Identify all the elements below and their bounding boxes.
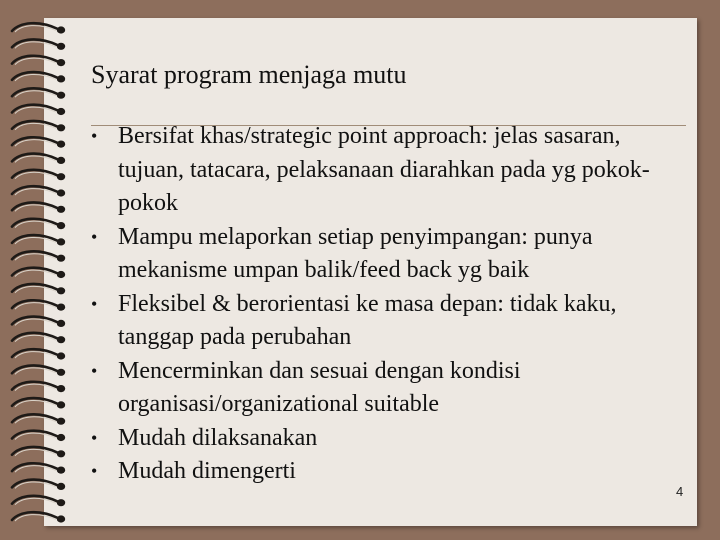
binding-ring [12, 170, 65, 180]
binding-ring [12, 496, 65, 506]
binding-ring [12, 121, 65, 131]
bullet-icon: • [91, 126, 98, 146]
binding-ring [12, 284, 65, 294]
page-number: 4 [676, 484, 684, 499]
binding-ring [12, 317, 65, 327]
binding-ring [12, 512, 65, 522]
binding-ring [12, 480, 65, 490]
bullet-list [90, 120, 690, 489]
binding-ring [12, 186, 65, 196]
bullet-text: Mudah dilaksanakan [118, 424, 318, 451]
bullet-text: Mampu melaporkan setiap penyimpangan: punya mekanisme umpan balik/feed back yg baik [118, 223, 593, 283]
bullet-text: Mencerminkan dan sesuai dengan kondisi organisasi/organizational suitable [118, 357, 521, 417]
binding-ring [12, 349, 65, 359]
bullet-icon: • [91, 461, 98, 481]
binding-ring [12, 431, 65, 441]
bullet-text: Mudah dimengerti [118, 458, 296, 484]
binding-ring [12, 88, 65, 98]
binding-ring [12, 447, 65, 457]
binding-ring [12, 268, 65, 278]
binding-ring [12, 414, 65, 424]
bullet-icon: • [91, 293, 98, 314]
binding-ring [12, 365, 65, 375]
binding-ring [12, 39, 65, 49]
binding-ring [12, 382, 65, 392]
binding-ring [12, 463, 65, 473]
bullet-icon: • [91, 360, 98, 381]
binding-ring [12, 23, 65, 33]
list-item [90, 120, 690, 221]
list-item [90, 422, 690, 456]
list-item [90, 221, 690, 288]
binding-ring [12, 333, 65, 343]
list-item [90, 355, 690, 422]
binding-ring [12, 56, 65, 66]
binding-ring [12, 105, 65, 115]
binding-ring [12, 72, 65, 82]
binding-ring [12, 202, 65, 212]
slide-title: Syarat program menjaga mutu [91, 60, 407, 89]
bullet-text: Fleksibel & berorientasi ke masa depan: tidak kaku, tanggap pada perubahan [118, 290, 617, 350]
binding-ring [12, 219, 65, 229]
spiral-binding [4, 18, 74, 528]
binding-ring [12, 235, 65, 245]
binding-ring [12, 251, 65, 261]
bullet-icon: • [91, 226, 98, 247]
binding-ring [12, 137, 65, 147]
binding-ring [12, 300, 65, 310]
list-item [90, 455, 690, 489]
bullet-icon: • [91, 427, 98, 448]
binding-ring [12, 154, 65, 164]
binding-ring [12, 398, 65, 408]
list-item [90, 288, 690, 355]
bullet-text: Bersifat khas/strategic point approach: jelas sasaran, tujuan, tatacara, pelaksanaan diarahkan pada yg pokok-pokok [118, 123, 650, 216]
